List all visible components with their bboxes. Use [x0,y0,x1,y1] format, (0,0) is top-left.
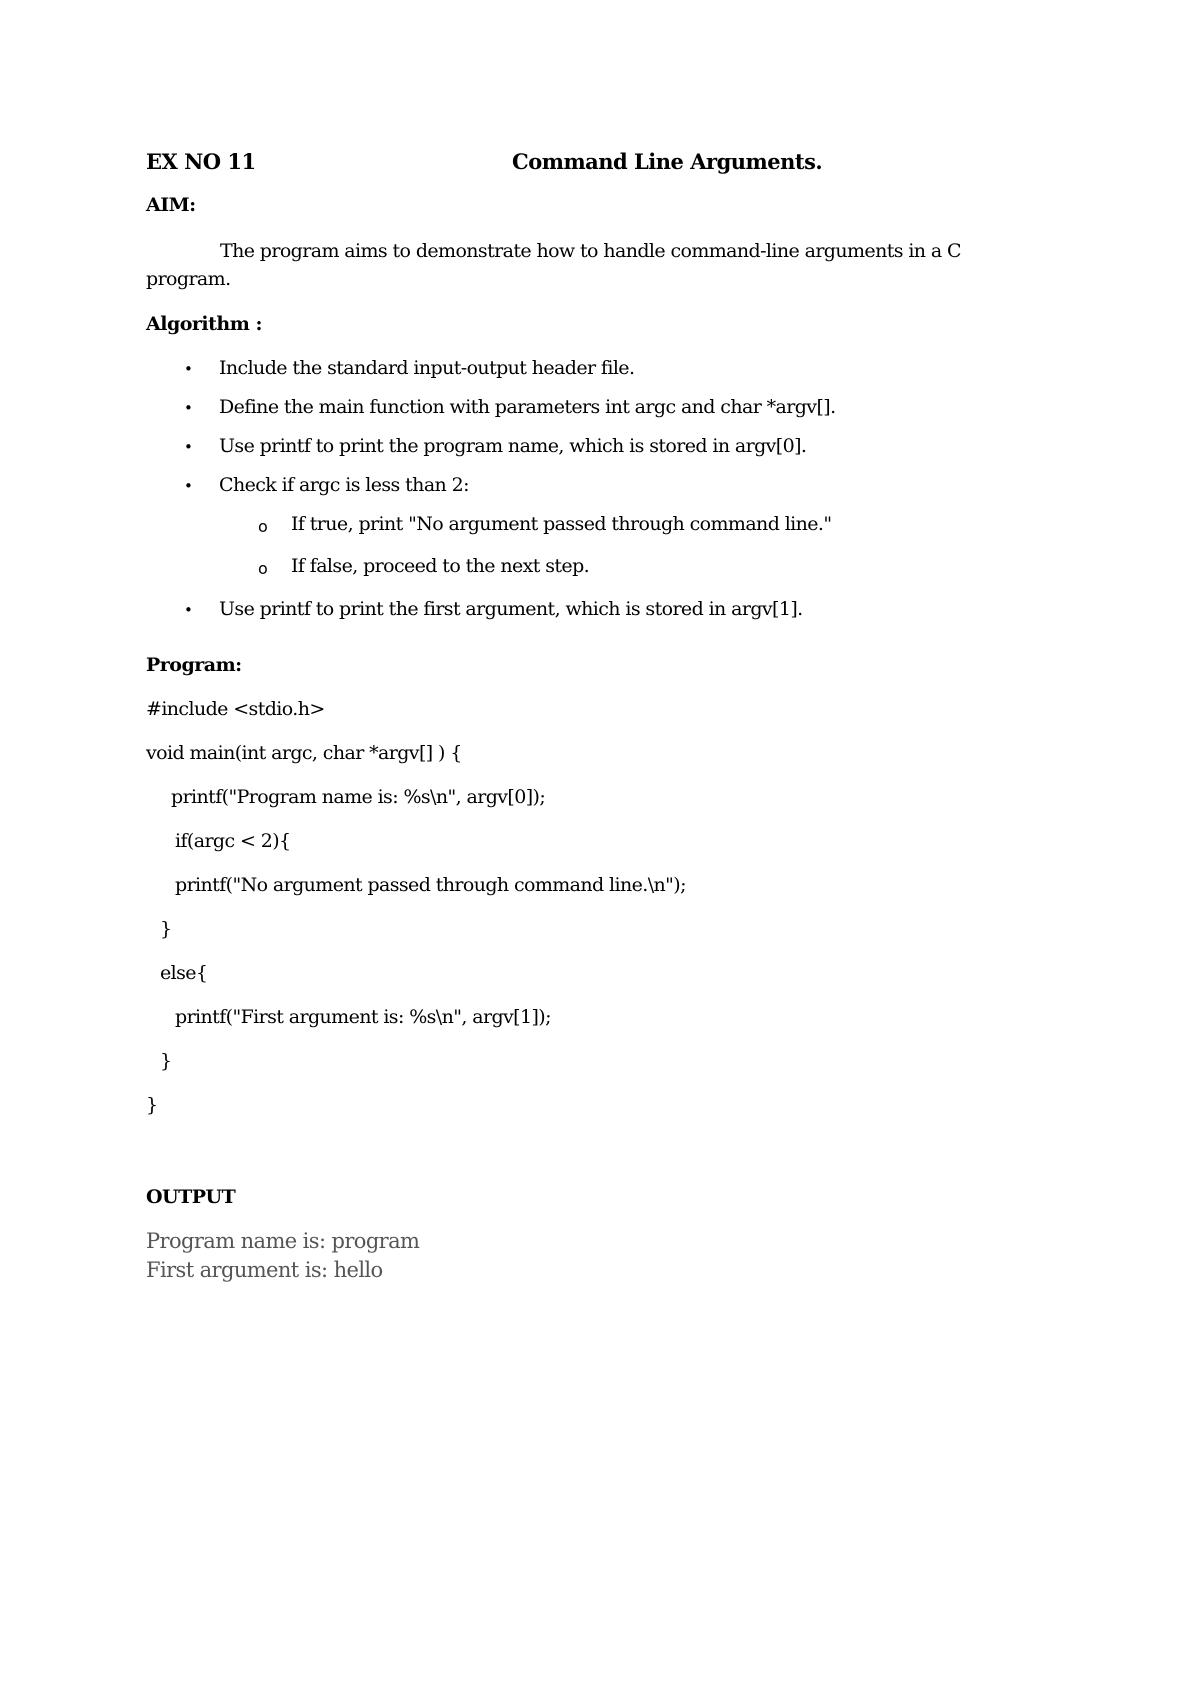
bullet-icon: • [184,360,193,378]
code-line: printf("First argument is: %s\n", argv[1]); [175,1006,551,1028]
code-line: void main(int argc, char *argv[] ) { [146,742,462,764]
algorithm-step: Check if argc is less than 2: [219,474,469,496]
sub-bullet-icon: o [258,559,268,578]
code-line: #include <stdio.h> [146,698,325,720]
aim-heading: AIM: [146,194,196,216]
output-line: Program name is: program [146,1229,420,1253]
code-line: } [160,1050,172,1072]
exercise-number: EX NO 11 [146,149,256,174]
bullet-icon: • [184,477,193,495]
output-line: First argument is: hello [146,1258,383,1282]
output-heading: OUTPUT [146,1186,236,1208]
algorithm-step: Use printf to print the program name, which is stored in argv[0]. [219,435,807,457]
aim-text-line-1: The program aims to demonstrate how to handle command-line arguments in a C [220,240,961,262]
program-heading: Program: [146,654,242,676]
code-line: if(argc < 2){ [175,830,291,852]
bullet-icon: • [184,438,193,456]
code-line: } [146,1094,158,1116]
code-line: printf("Program name is: %s\n", argv[0]); [171,786,546,808]
algorithm-step: Include the standard input-output header file. [219,357,635,379]
bullet-icon: • [184,601,193,619]
code-line: } [160,918,172,940]
algorithm-step: Define the main function with parameters int argc and char *argv[]. [219,396,836,418]
document-title: Command Line Arguments. [512,149,823,174]
algorithm-sub-step: If false, proceed to the next step. [291,555,590,577]
algorithm-heading: Algorithm : [146,313,262,335]
sub-bullet-icon: o [258,517,268,536]
algorithm-sub-step: If true, print "No argument passed through command line." [291,513,832,535]
algorithm-step: Use printf to print the first argument, which is stored in argv[1]. [219,598,803,620]
aim-text-line-2: program. [146,268,231,290]
bullet-icon: • [184,399,193,417]
code-line: else{ [160,962,208,984]
code-line: printf("No argument passed through command line.\n"); [175,874,686,896]
